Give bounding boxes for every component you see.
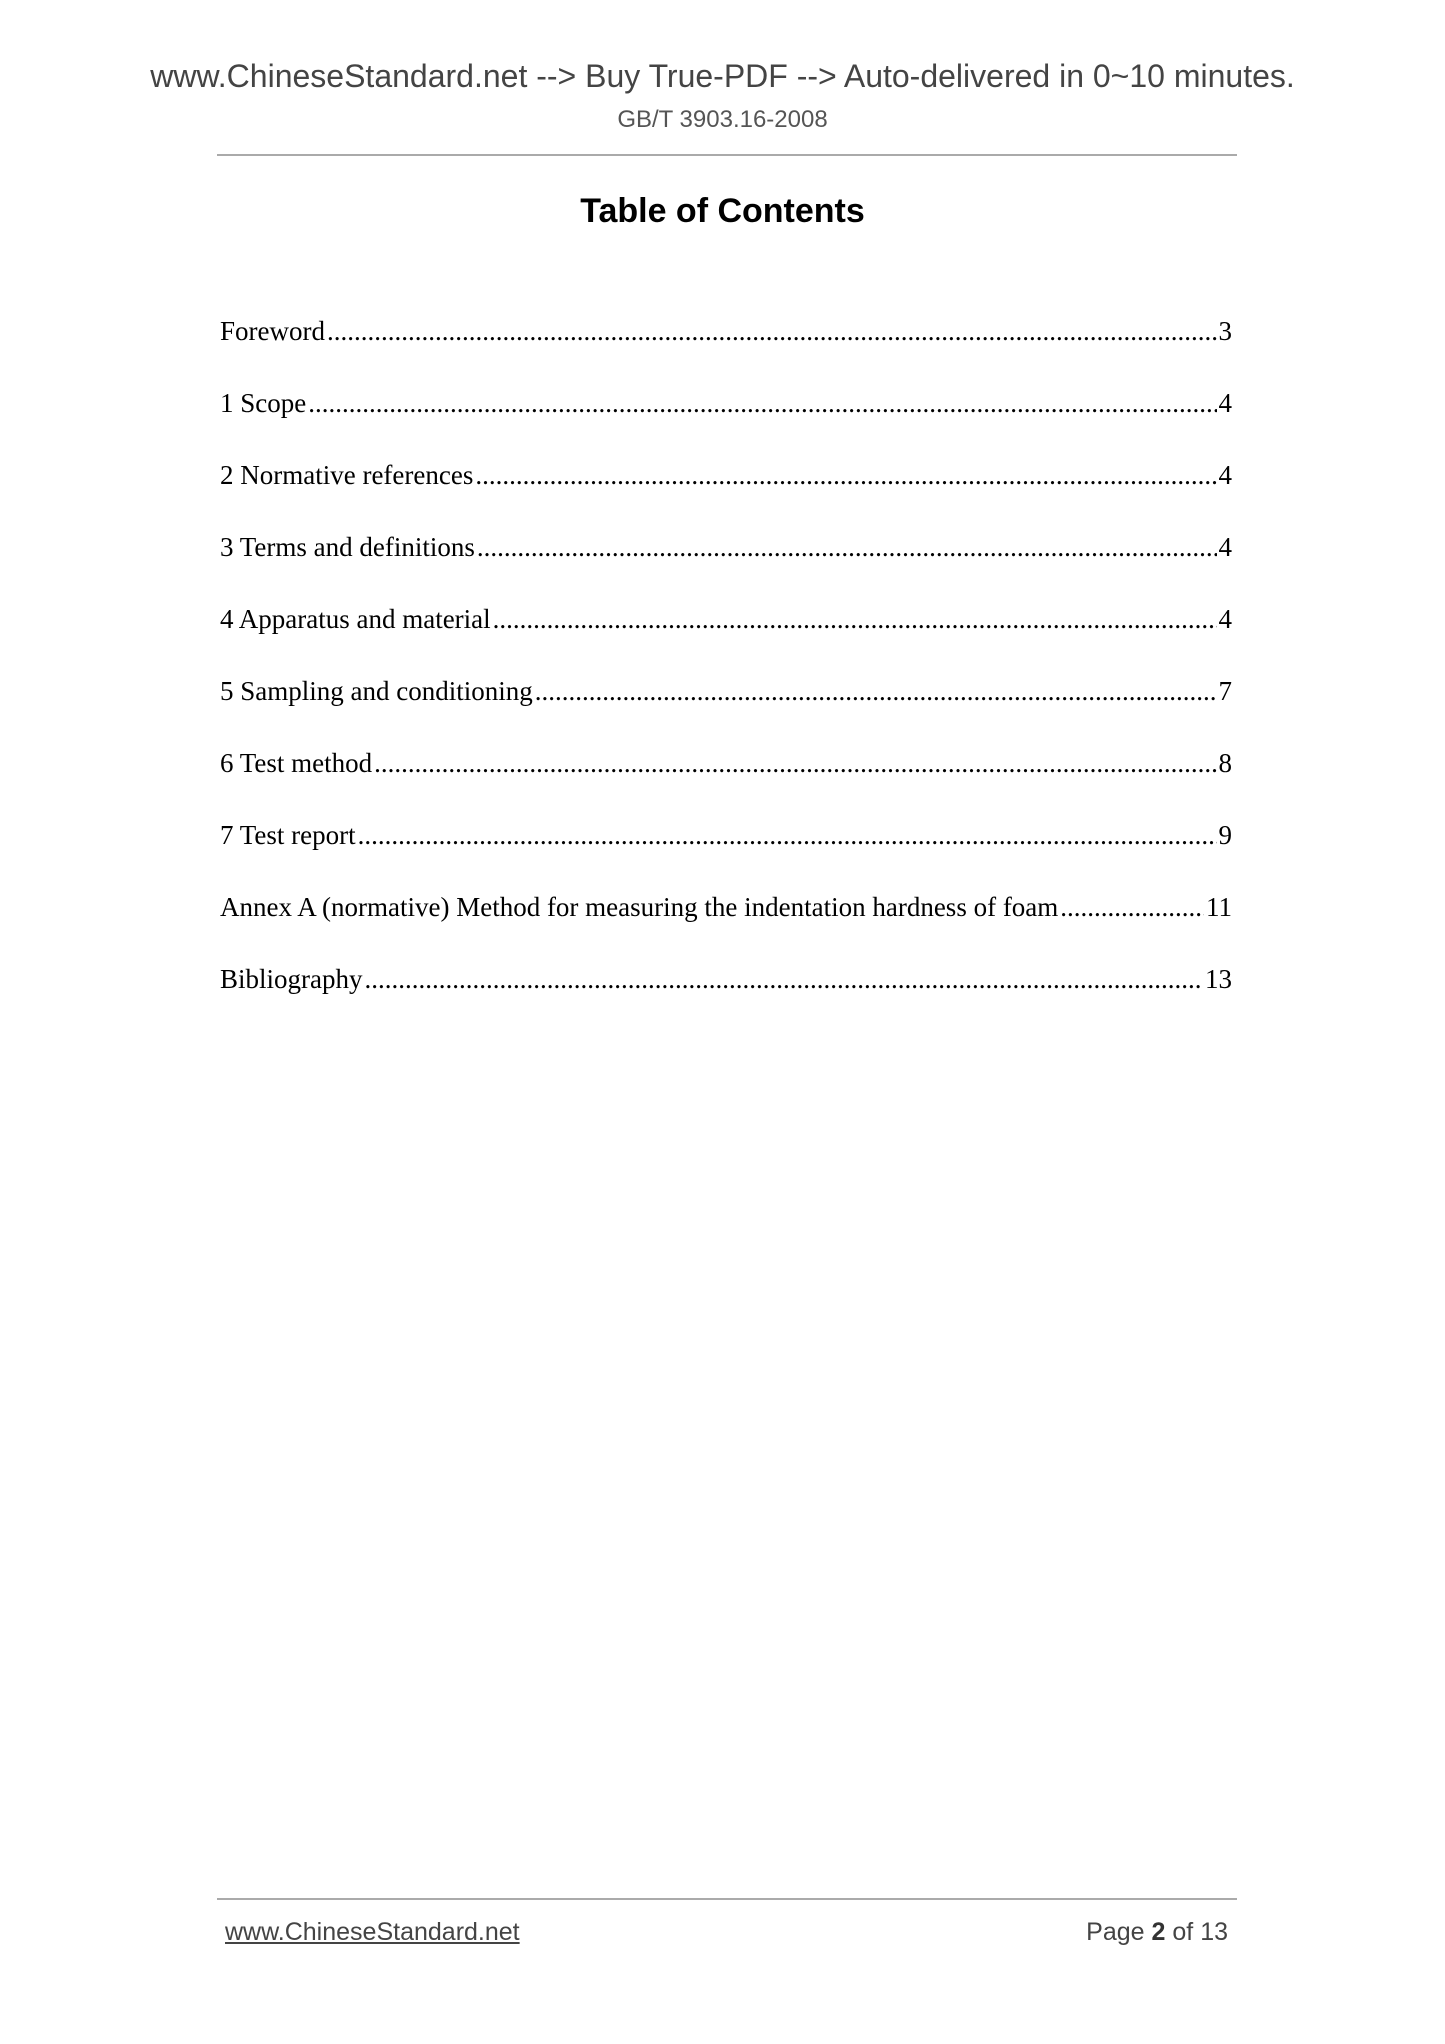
page-indicator — [1086, 1918, 1228, 1947]
toc-entry-label: Bibliography — [220, 964, 363, 994]
toc-entry[interactable] — [220, 388, 1232, 460]
toc-entry-label: Annex A (normative) Method for measuring the indentation hardness of foam — [220, 892, 1059, 922]
toc-entry[interactable] — [220, 964, 1232, 1036]
toc-entry-page: 11 — [1206, 892, 1232, 922]
toc-entry-page: 3 — [1218, 316, 1232, 346]
toc-entry-label: 4 Apparatus and material — [220, 604, 491, 634]
header-banner: www.ChineseStandard.net --> Buy True-PDF --> Auto-delivered in 0~10 minutes. — [150, 58, 1295, 94]
header-divider — [217, 154, 1237, 156]
dot-leader — [493, 604, 1217, 635]
toc-entry[interactable] — [220, 676, 1232, 748]
current-page: 2 — [1151, 1918, 1166, 1946]
total-pages: 13 — [1200, 1918, 1228, 1946]
toc-entry-label: 2 Normative references — [220, 460, 474, 490]
toc-entry-page: 9 — [1218, 820, 1232, 850]
toc-entry[interactable] — [220, 316, 1232, 388]
page-of-label: of — [1172, 1918, 1194, 1946]
header-doc-id: GB/T 3903.16-2008 — [617, 106, 828, 133]
dot-leader — [477, 532, 1217, 563]
toc-entry-page: 7 — [1218, 676, 1232, 706]
page-label: Page — [1086, 1918, 1145, 1946]
table-of-contents — [220, 316, 1232, 1036]
dot-leader — [535, 676, 1217, 707]
toc-entry-page: 13 — [1205, 964, 1232, 994]
dot-leader — [358, 820, 1217, 851]
toc-entry-page: 4 — [1218, 532, 1232, 562]
dot-leader — [308, 388, 1216, 419]
toc-entry-label: 6 Test method — [220, 748, 373, 778]
toc-entry[interactable] — [220, 604, 1232, 676]
toc-entry[interactable] — [220, 748, 1232, 820]
toc-entry-page: 4 — [1218, 388, 1232, 418]
dot-leader — [1060, 892, 1204, 923]
toc-entry[interactable] — [220, 460, 1232, 532]
dot-leader — [475, 460, 1216, 491]
dot-leader — [365, 964, 1204, 995]
toc-entry-label: 7 Test report — [220, 820, 356, 850]
toc-entry[interactable] — [220, 532, 1232, 604]
page-title: Table of Contents — [580, 192, 865, 230]
footer-divider — [217, 1898, 1237, 1900]
footer-site-link[interactable]: www.ChineseStandard.net — [225, 1918, 520, 1946]
toc-entry-page: 8 — [1218, 748, 1232, 778]
toc-entry-label: 5 Sampling and conditioning — [220, 676, 533, 706]
toc-entry-label: 3 Terms and definitions — [220, 532, 475, 562]
toc-entry-label: 1 Scope — [220, 388, 307, 418]
dot-leader — [374, 748, 1216, 779]
dot-leader — [327, 316, 1217, 347]
toc-entry-label: Foreword — [220, 316, 325, 346]
toc-entry-page: 4 — [1218, 460, 1232, 490]
toc-entry[interactable] — [220, 820, 1232, 892]
toc-entry-page: 4 — [1218, 604, 1232, 634]
toc-entry[interactable] — [220, 892, 1232, 964]
